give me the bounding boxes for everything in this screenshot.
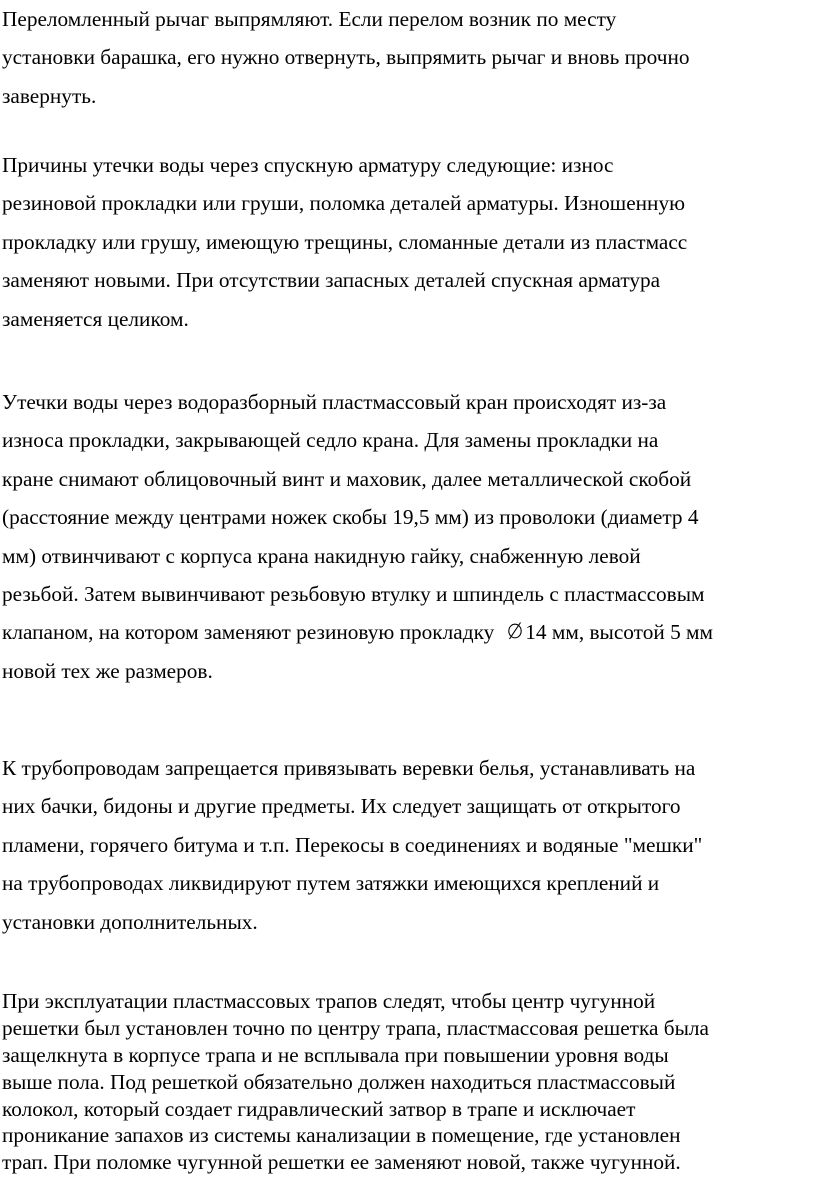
text-line-diameter (2, 613, 814, 651)
text-line: заменяют новыми. При отсутствии запасных деталей спускная арматура (2, 268, 661, 293)
text-line: выше пола. Под решеткой обязательно должен находиться пластмассовый (2, 1069, 676, 1094)
text-line: прокладку или грушу, имеющую трещины, сломанные детали из пластмасс (2, 229, 688, 254)
text-line: трап. При поломке чугунной решетки ее заменяют новой, также чугунной. (2, 1150, 681, 1175)
text-line: защелкнута в корпусе трапа и не всплывала при повышении уровня воды (2, 1042, 669, 1067)
text-line: износа прокладки, закрывающей седло крана. Для замены прокладки на (2, 428, 659, 453)
text-line: на трубопроводах ликвидируют путем затяжки имеющихся креплений и (2, 871, 660, 896)
text-line: резиновой прокладки или груши, поломка деталей арматуры. Изношенную (2, 191, 686, 216)
diameter-icon (506, 620, 525, 641)
text-line: кране снимают облицовочный винт и маховик, далее металлической скобой (2, 466, 692, 491)
text-line: Утечки воды через водоразборный пластмассовый кран происходят из-за (2, 390, 667, 414)
text-line: мм) отвинчивают с корпуса крана накидную гайку, снабженную левой (2, 543, 641, 568)
text-line: заменяется целиком. (2, 306, 189, 331)
text-line: установки дополнительных. (2, 909, 258, 934)
text-line: решетки был установлен точно по центру трапа, пластмассовая решетка была (2, 1015, 709, 1040)
paragraph-tap-gasket (2, 383, 814, 690)
text-line: установки барашка, его нужно отвернуть, выпрямить рычаг и вновь прочно (2, 45, 690, 70)
text-line: Переломленный рычаг выпрямляют. Если перелом возник по месту (2, 7, 617, 31)
text-line: резьбой. Затем вывинчивают резьбовую втулку и шпиндель с пластмассовым (2, 581, 705, 606)
text-fragment: 14 мм, высотой 5 мм (525, 620, 713, 645)
text-line: колокол, который создает гидравлический затвор в трапе и исключает (2, 1096, 636, 1121)
text-fragment: клапаном, на котором заменяют резиновую прокладку (2, 620, 495, 645)
text-line: При эксплуатации пластмассовых трапов следят, чтобы центр чугунной (2, 989, 656, 1013)
text-line: К трубопроводам запрещается привязывать веревки белья, устанавливать на (2, 756, 696, 780)
text-line: пламени, горячего битума и т.п. Перекосы в соединениях и водяные "мешки" (2, 832, 703, 857)
text-line: них бачки, бидоны и другие предметы. Их следует защищать от открытого (2, 794, 681, 819)
text-line: новой тех же размеров. (2, 658, 213, 683)
text-line: (расстояние между центрами ножек скобы 19,5 мм) из проволоки (диаметр 4 (2, 505, 699, 530)
text-line: проникание запахов из системы канализации в помещение, где установлен (2, 1123, 681, 1148)
paragraph-lever-repair (2, 0, 814, 115)
paragraph-drain-traps (2, 988, 814, 1176)
text-line: Причины утечки воды через спускную арматуру следующие: износ (2, 153, 614, 177)
paragraph-pipelines (2, 749, 814, 941)
text-line: завернуть. (2, 83, 97, 108)
paragraph-flush-leak (2, 146, 814, 338)
